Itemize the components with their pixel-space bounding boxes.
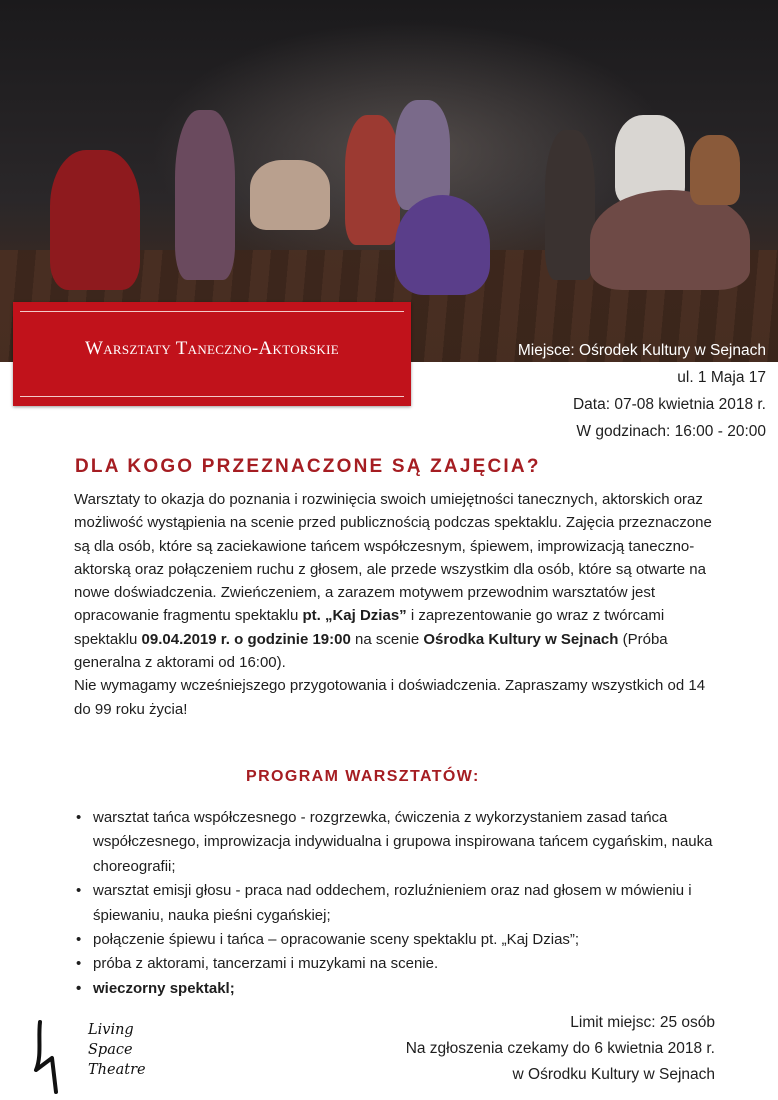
program-list bbox=[76, 806, 736, 1001]
text-span: Warsztaty to okazja do poznania i rozwinięcia swoich umiejętności tanecznych, aktorskich oraz możliwość wystąpienia na scenie przed publicznością podczas spektaklu. Zajęcia przeznaczone są dla osób, które są zaciekawione tańcem współczesnym, śpiewem, improwizacją taneczno-aktorską oraz połączeniem ruchu z głosem, ale przede wszystkim dla osób, które są otwarte na nowe doświadczenia. Zwieńczeniem, a zarazem motywem przewodnim warsztatów jest opracowanie fragmentu spektaklu bbox=[74, 491, 712, 625]
section-heading: DLA KOGO PRZEZNACZONE SĄ ZAJĘCIA? bbox=[75, 456, 541, 477]
list-item: • warsztat tańca współczesnego - rozgrzewka, ćwiczenia z wykorzystaniem zasad tańca współczesnego, improwizacja indywidualna i grupowa inspirowana tańcem cygańskim, nauka choreografii; bbox=[76, 806, 736, 879]
limit-text: Limit miejsc: 25 osób bbox=[570, 1014, 715, 1031]
event-info bbox=[518, 337, 766, 445]
info-hours: W godzinach: 16:00 - 20:00 bbox=[576, 423, 766, 440]
info-date: Data: 07-08 kwietnia 2018 r. bbox=[572, 396, 766, 413]
dancer-figure bbox=[345, 115, 400, 245]
dancer-figure bbox=[395, 100, 450, 210]
logo-text bbox=[88, 1020, 146, 1080]
living-space-theatre-logo bbox=[30, 1018, 180, 1096]
text-span: na scenie bbox=[350, 630, 424, 648]
title-banner bbox=[13, 302, 411, 406]
logo-line: Living bbox=[88, 1022, 134, 1038]
text-span: i zaprezentowanie go wraz z twórcami spektaklu bbox=[74, 607, 665, 648]
dancer-figure bbox=[395, 195, 490, 295]
bold-title: pt. „Kaj Dzias” bbox=[302, 607, 407, 625]
dancer-figure bbox=[545, 130, 595, 280]
banner-title: Warsztaty Taneczno-Aktorskie bbox=[85, 338, 339, 359]
invitation-text: Nie wymagamy wcześniejszego przygotowania i doświadczenia. Zapraszamy wszystkich od 14 do 99 roku życia! bbox=[74, 677, 706, 718]
registration-info bbox=[406, 1010, 715, 1088]
dancer-figure bbox=[175, 110, 235, 280]
logo-mark-icon bbox=[30, 1018, 70, 1096]
deadline-text: Na zgłoszenia czekamy do 6 kwietnia 2018 r. bbox=[405, 1040, 715, 1057]
logo-line: Theatre bbox=[88, 1062, 146, 1078]
list-item: • wieczorny spektakl; bbox=[76, 977, 736, 1001]
dancer-figure bbox=[590, 190, 750, 290]
info-place: Miejsce: Ośrodek Kultury w Sejnach bbox=[517, 342, 766, 359]
dancer-figure bbox=[690, 135, 740, 205]
bold-date: 09.04.2019 r. o godzinie 19:00 bbox=[141, 630, 351, 648]
dancer-figure bbox=[50, 150, 140, 290]
dancer-figure bbox=[250, 160, 330, 230]
program-heading: PROGRAM WARSZTATÓW: bbox=[246, 768, 480, 785]
bold-place: Ośrodka Kultury w Sejnach bbox=[423, 630, 619, 648]
info-street: ul. 1 Maja 17 bbox=[677, 369, 766, 386]
text-span: (Próba generalna z aktorami od 16:00). bbox=[74, 630, 668, 672]
list-item: • warsztat emisji głosu - praca nad oddechem, rozluźnieniem oraz nad głosem w mówieniu i śpiewaniu, nauka pieśni cygańskiej; bbox=[76, 879, 736, 928]
description-paragraph bbox=[74, 488, 724, 721]
list-item: • połączenie śpiewu i tańca – opracowanie sceny spektaklu pt. „Kaj Dzias”; bbox=[76, 928, 736, 952]
location-text: w Ośrodku Kultury w Sejnach bbox=[512, 1066, 715, 1083]
list-item: • próba z aktorami, tancerzami i muzykami na scenie. bbox=[76, 952, 736, 976]
logo-line: Space bbox=[88, 1042, 133, 1058]
